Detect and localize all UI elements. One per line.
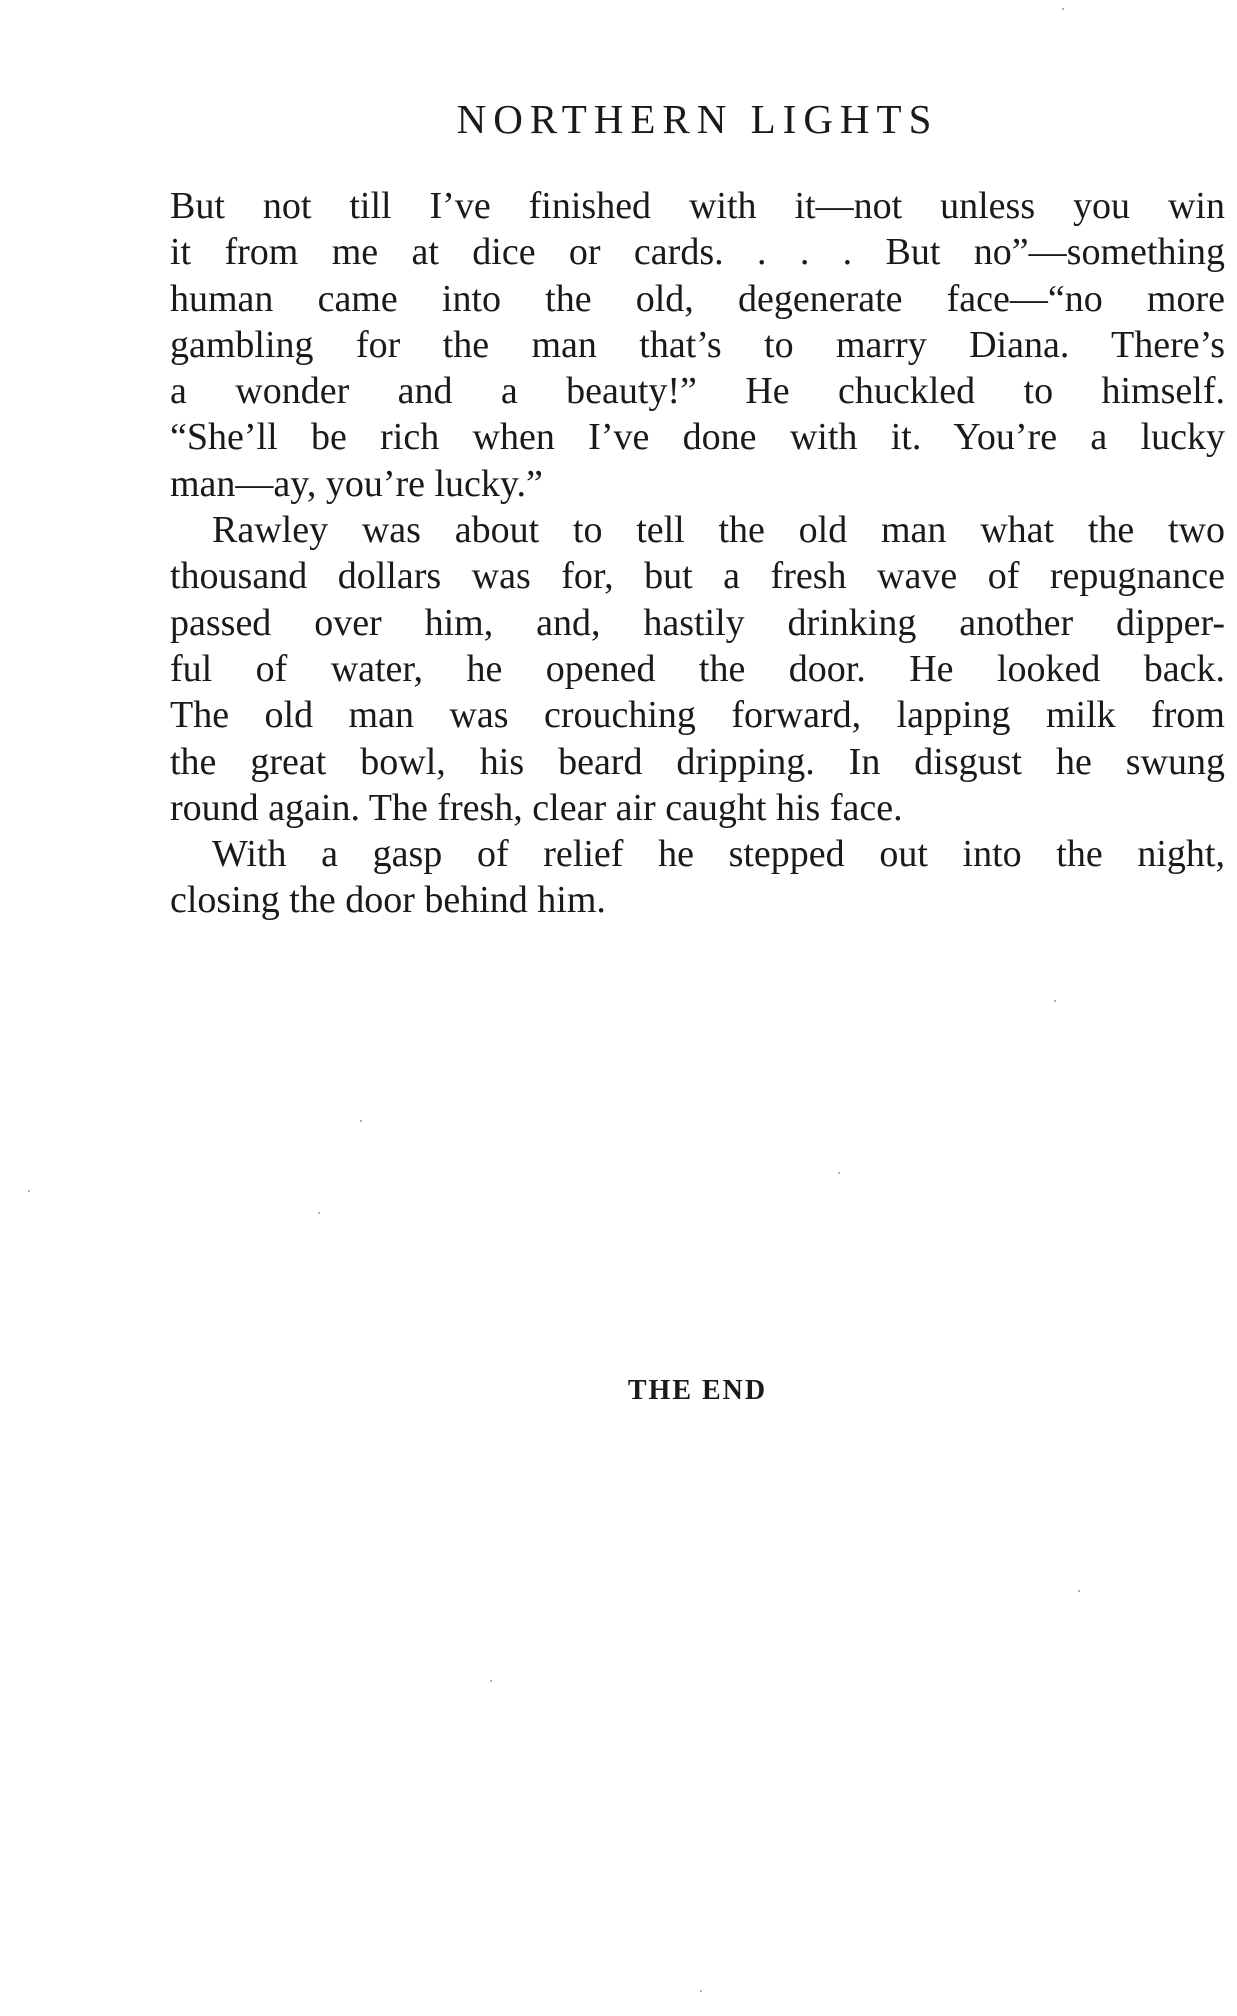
paragraph-3 — [170, 831, 1225, 924]
text-line: gambling for the man that’s to marry Diana. There’s — [170, 323, 1225, 366]
paper-speck — [28, 1190, 30, 1192]
running-head: NORTHERN LIGHTS — [456, 96, 939, 142]
text-line: human came into the old, degenerate face—“no more — [170, 277, 1225, 320]
text-line: passed over him, and, hastily drinking another dipper- — [170, 601, 1225, 644]
text-line: thousand dollars was for, but a fresh wave of repugnance — [170, 555, 1225, 598]
the-end-label: THE END — [627, 1375, 768, 1406]
paragraph-2 — [170, 507, 1225, 831]
text-line: “She’ll be rich when I’ve done with it. You’re a lucky — [170, 416, 1225, 459]
paper-speck — [1054, 1000, 1056, 1002]
text-line: it from me at dice or cards. . . . But no”—something — [170, 231, 1225, 274]
text-line: a wonder and a beauty!” He chuckled to himself. — [170, 370, 1225, 413]
text-line: But not till I’ve finished with it—not unless you win — [170, 185, 1225, 227]
text-line: man—ay, you’re lucky.” — [170, 462, 543, 505]
paper-speck — [318, 1212, 320, 1214]
text-line: ful of water, he opened the door. He looked back. — [170, 647, 1225, 690]
paper-speck — [490, 1680, 492, 1682]
text-line: the great bowl, his beard dripping. In disgust he swung — [170, 740, 1225, 783]
text-line: closing the door behind him. — [170, 879, 606, 922]
paper-speck — [1062, 8, 1064, 10]
paper-speck — [360, 1120, 362, 1122]
text-line: Rawley was about to tell the old man what the two — [212, 509, 1225, 552]
body-text — [170, 183, 1225, 924]
paper-speck — [700, 1990, 702, 1992]
text-line: With a gasp of relief he stepped out into the night, — [212, 833, 1225, 876]
paper-speck — [838, 1172, 840, 1174]
text-line: The old man was crouching forward, lapping milk from — [170, 694, 1225, 737]
paper-speck — [1078, 1590, 1080, 1592]
text-line: round again. The fresh, clear air caught his face. — [170, 786, 903, 829]
paragraph-1 — [170, 183, 1225, 507]
